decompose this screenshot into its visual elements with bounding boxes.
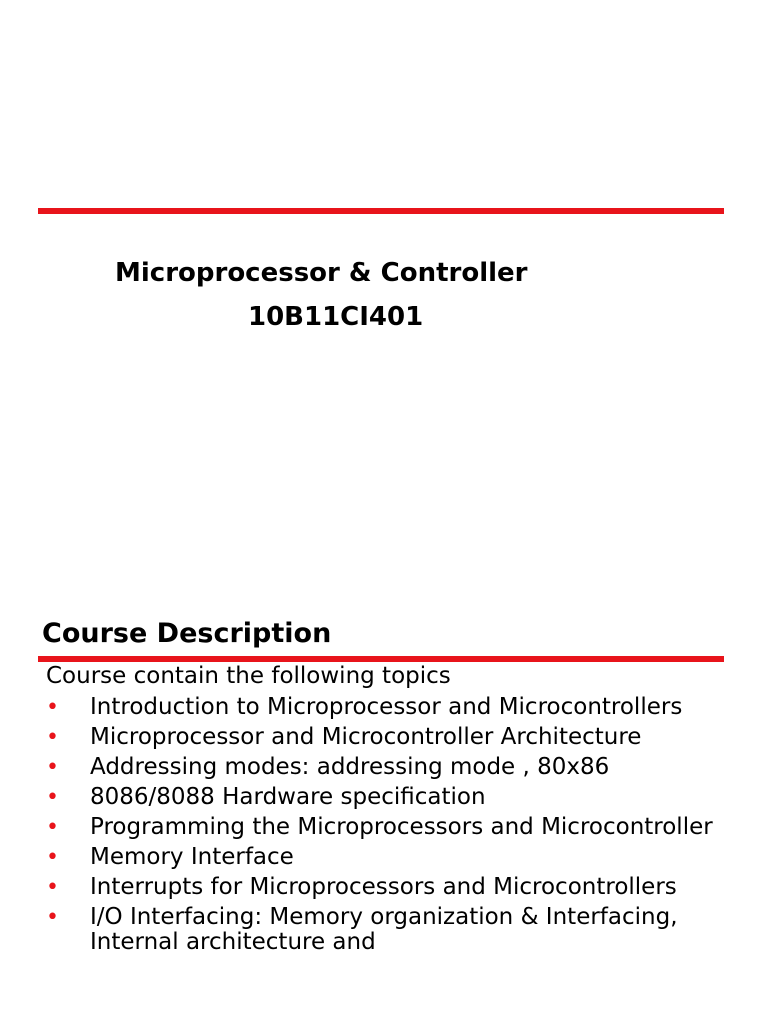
bullet-icon: • [46,875,59,900]
topic-text: Programming the Microprocessors and Microcontroller [90,814,713,840]
bullet-icon: • [46,905,59,930]
intro-text: Course contain the following topics [46,663,451,689]
list-item [46,875,746,900]
list-item [46,755,746,780]
course-code: 10B11CI401 [248,302,424,332]
topic-text: I/O Interfacing: Memory organization & Interfacing, Internal architecture and [90,904,678,955]
bullet-icon: • [46,785,59,810]
topic-text: Microprocessor and Microcontroller Architecture [90,724,642,750]
section-red-rule [38,656,724,662]
bullet-icon: • [46,845,59,870]
title-slide-red-rule [38,208,724,214]
section-heading: Course Description [42,618,332,649]
bullet-icon: • [46,725,59,750]
topic-text: 8086/8088 Hardware specification [90,784,486,810]
course-title: Microprocessor & Controller [115,258,528,288]
course-description-body [46,664,746,960]
bullet-icon: • [46,815,59,840]
topic-text: Memory Interface [90,844,294,870]
list-item [46,785,746,810]
list-item [46,845,746,870]
bullet-icon: • [46,755,59,780]
list-item [46,725,746,750]
topic-text: Interrupts for Microprocessors and Microcontrollers [90,874,677,900]
topic-text: Addressing modes: addressing mode , 80x86 [90,754,610,780]
list-item [46,905,746,955]
list-item [46,695,746,720]
bullet-icon: • [46,695,59,720]
list-item [46,815,746,840]
topic-text: Introduction to Microprocessor and Microcontrollers [90,694,683,720]
topic-list [46,695,746,955]
